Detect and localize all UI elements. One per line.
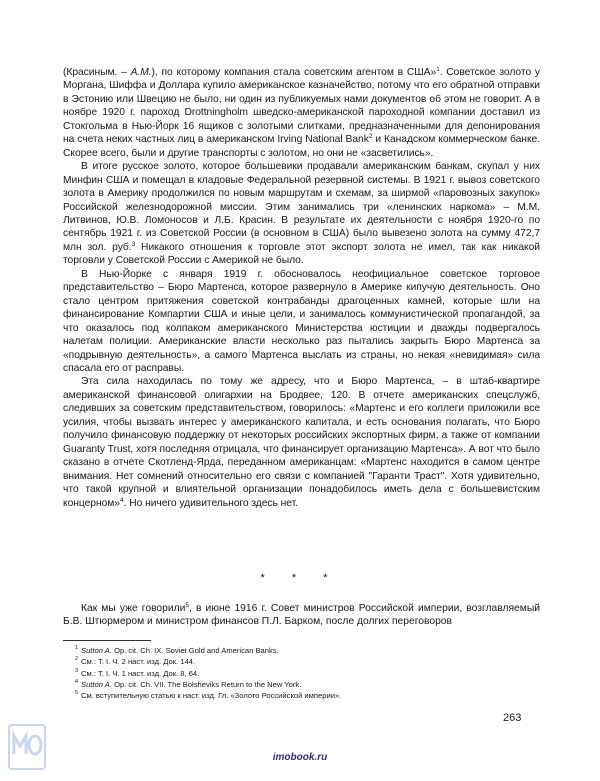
footnote-3 [63,668,540,679]
text-span: . Советское золото у Моргана, Шиффа и Доллара купило американское казначейство, потому что его обратной отправки в Эстонию или Швецию не было, ни один из публикуемых нами документов об этом не говорит. А в ноябре 1920 г. пароход Drottningholm шведско-американской пароходной компании доставил из Стокгольма в Нью-Йорк 16 ящиков с золотыми слитками, предназначенными для депонирования на счета неких частных лиц в американском Irving National Bank [63,67,540,146]
footnote-ref[interactable]: 4 [120,496,124,504]
footnote-author: Sutton A. [81,646,112,655]
text-span: (Красиным. – [63,67,131,78]
footnote-text: См.: Т. I. Ч. 2 наст. изд. Док. 144. [81,657,196,667]
site-url[interactable]: imobook.ru [272,752,328,763]
footnote-text: См. вступительную статью к наст. изд. Гл. «Золото Российской империи». [81,691,342,701]
paragraph-1 [63,66,540,160]
footnote-number: 5 [75,690,79,697]
footnote-5 [63,690,540,701]
text-span: Никакого отношения к торговле этот экспорт золота не имел, так как никакой торговли у Советской России с Америкой не было. [63,241,540,267]
footnote-ref[interactable]: 3 [131,240,136,248]
footnote-ref[interactable]: 1 [436,66,440,73]
text-span: Как мы уже говорили [81,603,186,614]
footnote-text: Op. cit. Ch. VII. The Bolsheviks Return to the New York. [111,679,302,689]
footnote-rule [63,640,151,641]
text-span: . Но ничего удивительного здесь нет. [123,497,298,509]
footnotes [63,645,540,701]
footnote-1 [63,645,540,656]
text-span: и Канадском коммерческом банке. Скорее всего, были и другие транспорты с золотом, но они не «засветились». [63,134,541,159]
main-text-continued [63,602,540,629]
footnote-2 [63,656,540,667]
footnote-4 [63,679,540,690]
paragraph-4 [63,375,540,510]
text-span: Эта сила находилась по тому же адресу, что и Бюро Мартенса, – в штаб-квартире американской финансовой олигархии на Бродвее, 120. В отчете американских спецслужб, следивших за советским представительством, говорилось: «Мартенс и его коллеги приложили все усилия, чтобы вызвать интерес у американского капитала, и есть основания полагать, что Бюро получило финансовую поддержку от некоторых российских экспортных фирм, а также от компании Guaranty Trust, хотя последняя отрицала, что финансирует организацию Мартенса». А вот что было сказано в отчете Скотленд-Ярда, переданном американцам: «Мартенс находится в самом центре внимания. Нет сомнений относительно его связи с компанией "Гаранти Траст". Хотя удивительно, что такой крупной и влиятельной организации понадобилось иметь дела с большевистским концерном» [63,376,540,509]
paragraph-5 [63,602,540,629]
footnote-ref[interactable]: 5 [185,602,190,609]
footnote-number: 2 [75,656,79,663]
footnote-number: 3 [75,667,79,674]
paragraph-3: В Нью-Йорке с января 1919 г. обосновалось неофициальное советское торговое представительство – Бюро Мартенса, которое развернуло в Америке кипучую деятельность. Оно стало центром притяжения советской контрабанды драгоценных камней, которые шли на финансирование Компартии США и иные цели, и занималось коммунистической пропагандой, за что оказалось под колпаком американского Министерства юстиции и дважды подвергалось налетам полиции. Американские власти несколько раз пытались закрыть Бюро Мартенса за «подрывную деятельность», а самого Мартенса выслать из страны, но некая «невидимая» сила спасала его от расправы. [63,268,540,374]
footnote-number: 4 [75,678,79,685]
text-span: ), по которому компания стала советским агентом в США» [151,67,437,78]
text-span: В итоге русское золото, которое большевики продавали американским банкам, скупал у них Минфин США и помещал в кладовые Федеральной резервной системы. В 1921 г. вывоз советского золота в Америку продолжился по новым маршрутам и схемам, за ширмой «паровозных закупок» Российской железнодорожной миссии. Этим занимались три «ленинских наркома» – М.М. Литвинов, Ю.В. Ломоносов и Л.Б. Красин. В результате их деятельности с ноября 1920-го по сентябрь 1921 г. из Советской России (в основном в США) было вывезено золота на сумму 472,7 млн зол. руб. [63,161,540,253]
main-text [63,66,540,510]
text-span: , в июне 1916 г. Совет министров Российской империи, возглавляемый Б.В. Штюрмером и министром финансов П.Л. Барком, после долгих переговоров [63,603,540,628]
footnote-text: См.: Т. I. Ч. 1 наст. изд. Док. 8, 64. [81,668,200,678]
footnote-ref[interactable]: 2 [368,133,373,141]
section-separator: * * * [260,572,340,584]
paragraph-2 [63,160,540,268]
footnote-number: 1 [75,645,79,651]
footnote-text: Op. cit. Ch. IX. Soviet Gold and American Banks. [111,646,279,655]
author-initials: А.М. [130,67,152,78]
publisher-logo-watermark [8,724,46,770]
page-number: 263 [503,712,522,724]
footnote-author: Sutton A. [81,679,112,689]
